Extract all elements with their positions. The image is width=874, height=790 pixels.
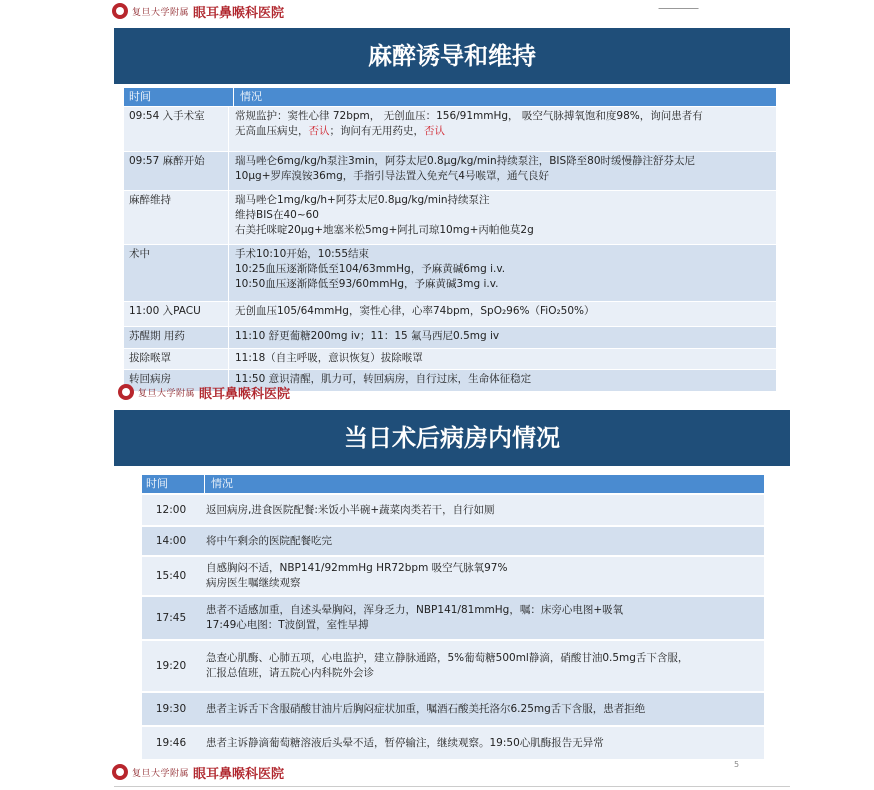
row-content: 无创血压105/64mmHg，窦性心律，心率74bpm，SpO₂96%（FiO₂50%） bbox=[228, 302, 776, 326]
row-text: ；询问有无用药史， bbox=[329, 125, 424, 137]
row-content: 患者主诉舌下含服硝酸甘油片后胸闷症状加重，嘱酒石酸美托洛尔6.25mg舌下含服，患者拒绝 bbox=[206, 702, 646, 715]
row-time: 09:54 入手术室 bbox=[129, 110, 205, 122]
row-content bbox=[228, 191, 776, 244]
table-row bbox=[124, 106, 776, 151]
row-line: 急查心肌酶、心肺五项，心电监护，建立静脉通路，5%葡萄糖500ml静滴，硝酸甘油0.5mg舌下含服， bbox=[206, 652, 689, 664]
row-content bbox=[200, 601, 764, 635]
table-row bbox=[124, 301, 776, 326]
row-line: 自感胸闷不适，NBP141/92mmHg HR72bpm 吸空气脉氧97% bbox=[206, 562, 508, 574]
logo-university: 复旦大学附属 bbox=[138, 388, 196, 399]
row-content bbox=[228, 107, 776, 151]
page-number: 5 bbox=[734, 760, 740, 769]
table-row bbox=[124, 326, 776, 348]
row-time: 15:40 bbox=[155, 569, 187, 582]
header-time: 时间 bbox=[124, 88, 234, 106]
row-line: 病房医生嘱继续观察 bbox=[206, 577, 301, 589]
row-content: 返回病房,进食医院配餐:米饭小半碗+蔬菜肉类若干，自行如厕 bbox=[206, 503, 495, 516]
row-content bbox=[200, 559, 764, 593]
row-line: 手术10:10开始，10:55结束 bbox=[235, 248, 370, 260]
row-time: 17:45 bbox=[155, 611, 187, 624]
table-row bbox=[124, 244, 776, 301]
row-time: 14:00 bbox=[155, 534, 187, 547]
row-time: 19:46 bbox=[155, 736, 187, 749]
table-row bbox=[124, 190, 776, 244]
row-content bbox=[228, 152, 776, 190]
denial-text: 否认 bbox=[424, 125, 445, 137]
denial-text: 否认 bbox=[308, 125, 330, 137]
hospital-seal-icon bbox=[118, 384, 134, 400]
slide2-title: 当日术后病房内情况 bbox=[114, 410, 790, 466]
row-line: 右美托咪啶20μg+地塞米松5mg+阿扎司琼10mg+丙帕他莫2g bbox=[235, 224, 534, 236]
row-content: 将中午剩余的医院配餐吃完 bbox=[206, 534, 332, 547]
hospital-logo-middle bbox=[118, 383, 290, 401]
row-content: 患者主诉静滴葡萄糖溶液后头晕不适，暂停输注，继续观察。19:50心肌酶报告无异常 bbox=[206, 736, 604, 749]
table-row bbox=[142, 595, 764, 639]
row-line bbox=[235, 124, 776, 139]
footer-divider bbox=[114, 786, 790, 787]
logo-hospital-name: 眼耳鼻喉科医院 bbox=[199, 386, 291, 402]
row-time: 术中 bbox=[129, 248, 150, 260]
row-time: 19:20 bbox=[155, 659, 187, 672]
row-line: 瑞马唑仑6mg/kg/h泵注3min，阿芬太尼0.8μg/kg/min持续泵注，BIS降至80时缓慢静注舒芬太尼 bbox=[235, 155, 696, 167]
header-status: 情况 bbox=[240, 90, 262, 103]
row-time: 拔除喉罩 bbox=[129, 352, 171, 364]
row-content bbox=[228, 245, 776, 301]
row-time: 麻醉维持 bbox=[129, 194, 171, 206]
hospital-seal-icon bbox=[112, 3, 128, 19]
header-status: 情况 bbox=[211, 477, 233, 490]
table-row bbox=[142, 691, 764, 725]
row-line: 患者不适感加重，自述头晕胸闷，浑身乏力，NBP141/81mmHg，嘱：床旁心电图+吸氧 bbox=[206, 604, 624, 616]
row-time: 苏醒期 用药 bbox=[129, 330, 185, 342]
table-header bbox=[142, 475, 764, 493]
logo-university: 复旦大学附属 bbox=[132, 7, 190, 18]
row-line: 瑞马唑仑1mg/kg/h+阿芬太尼0.8μg/kg/min持续泵注 bbox=[235, 194, 490, 206]
table-row bbox=[142, 725, 764, 759]
row-content: 11:50 意识清醒，肌力可，转回病房，自行过床，生命体征稳定 bbox=[228, 370, 776, 391]
table-row bbox=[124, 151, 776, 190]
signature-mark bbox=[658, 0, 701, 9]
row-line: 10:50血压逐渐降低至93/60mmHg，予麻黄碱3mg i.v. bbox=[235, 278, 499, 290]
logo-hospital-name: 眼耳鼻喉科医院 bbox=[193, 5, 285, 21]
table-header bbox=[124, 88, 776, 106]
logo-university: 复旦大学附属 bbox=[132, 768, 190, 779]
table-row bbox=[142, 525, 764, 555]
row-line: 常规监护：窦性心律 72bpm， 无创血压：156/91mmHg， 吸空气脉搏氧饱和度98%，询问患者有 bbox=[235, 110, 703, 122]
row-line: 10μg+罗库溴铵36mg，手指引导法置入免充气4号喉罩，通气良好 bbox=[235, 170, 549, 182]
table-row bbox=[142, 555, 764, 595]
table-row bbox=[124, 348, 776, 369]
row-line: 17:49心电图：T波倒置，室性早搏 bbox=[206, 619, 369, 631]
row-content bbox=[200, 649, 764, 683]
postop-ward-table bbox=[142, 475, 764, 759]
anesthesia-table bbox=[124, 88, 776, 391]
row-content: 11:18（自主呼吸，意识恢复）拔除喉罩 bbox=[228, 349, 776, 369]
row-time: 11:00 入PACU bbox=[129, 305, 201, 317]
hospital-logo-bottom bbox=[112, 763, 284, 781]
table-row bbox=[142, 639, 764, 691]
slide1-title: 麻醉诱导和维持 bbox=[114, 28, 790, 84]
row-content: 11:10 舒更葡糖200mg iv；11：15 氟马西尼0.5mg iv bbox=[228, 327, 776, 348]
row-time: 转回病房 bbox=[129, 373, 171, 385]
row-line: 10:25血压逐渐降低至104/63mmHg，予麻黄碱6mg i.v. bbox=[235, 263, 506, 275]
row-time: 19:30 bbox=[155, 702, 187, 715]
hospital-logo-top bbox=[112, 2, 284, 20]
logo-hospital-name: 眼耳鼻喉科医院 bbox=[193, 766, 285, 782]
row-line: 汇报总值班，请五院心内科院外会诊 bbox=[206, 667, 374, 679]
row-line: 维持BIS在40~60 bbox=[235, 209, 319, 221]
row-text: 无高血压病史， bbox=[235, 125, 309, 137]
hospital-seal-icon bbox=[112, 764, 128, 780]
row-time: 09:57 麻醉开始 bbox=[129, 155, 205, 167]
table-row bbox=[142, 493, 764, 525]
header-time: 时间 bbox=[142, 475, 205, 493]
row-time: 12:00 bbox=[155, 503, 187, 516]
